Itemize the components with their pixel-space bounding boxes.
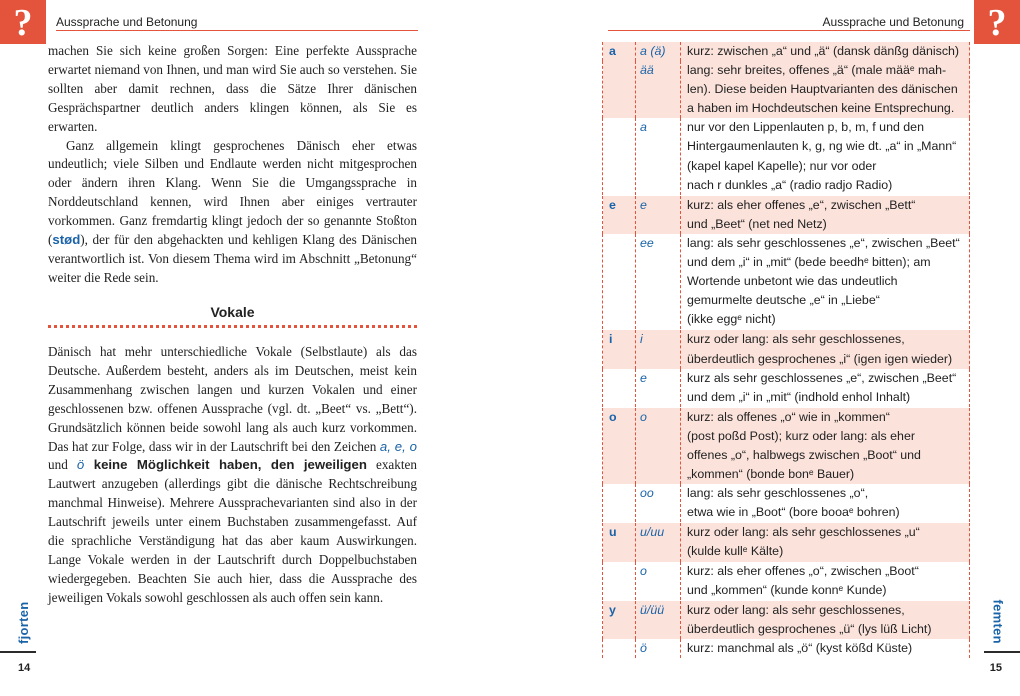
description-line: kurz oder lang: als sehr geschlossenes „u“ (687, 525, 920, 540)
paragraph-3-text-b: exakten Lautwert anzugeben (allerdings gibt die dänische Rechtschreibung manchmal Hinweise). Mehrere Aussprachevarianten sind also in der Lautschrift jeweils unter einem Buchstaben zusammengefasst. Auf die sprachliche Verständigung hat das aber kaum Auswirkungen. Lange Vokale werden in der Lautschrift durch Doppelbuchstaben wiedergegeben. Beachten Sie auch hier, dass die Aussprache des jeweiligen Vokals sowohl geschlossen als auch offen sein kann. (48, 457, 417, 605)
description-line: kurz: als eher offenes „o“, zwischen „Boot“ (687, 563, 919, 578)
description-line: kurz: manchmal als „ö“ (kyst kößd Küste) (687, 640, 913, 655)
vowel-row (603, 42, 970, 62)
paragraph-2-text-b: ), der für den abgehackten und kehligen Klang des Dänischen verantwortlich ist. Von diesem Thema wird im Abschnitt „Betonung“ weiter die Rede sein. (48, 232, 417, 285)
page-number: 14 (18, 662, 31, 674)
description-line: a haben im Hochdeutschen keine Entsprechung. (687, 101, 955, 116)
danish-term: stød (52, 232, 81, 248)
phonetic-symbols: a, e, o (379, 438, 417, 454)
description-line: und „kommen“ (kunde konnᵉ Kunde) (687, 582, 887, 597)
vowel-description (681, 639, 970, 658)
paragraph-2-text-a: Ganz allgemein klingt gesprochenes Dänisch eher etwas undeutlich; viele Silben und Endlaute werden nicht mitgesprochen oder ändern ihren Klang. Wenn Sie die Umgangssprache in Norddeutschland kennen, wird Ihnen aber einiges vertrauter vorkommen. Ganz fremdartig klingt jedoch der so genannte Stoßton ( (48, 137, 417, 248)
vowel-row (603, 600, 970, 639)
dotted-divider (48, 325, 417, 328)
description-line: kurz oder lang: als sehr geschlossenes, (687, 602, 905, 617)
description-line: kurz oder lang: als sehr geschlossenes, (687, 332, 905, 347)
vowel-description (681, 195, 970, 234)
header-rule (608, 30, 970, 31)
page-word-tab: femten (990, 599, 1006, 644)
phonetic-notation: a (636, 118, 681, 195)
page-number: 15 (989, 662, 1002, 674)
footer-rule (0, 651, 36, 653)
vowel-description (681, 369, 970, 408)
running-head: Aussprache und Betonung (56, 15, 198, 29)
vowel-text (48, 343, 417, 608)
vowel-description (681, 562, 970, 601)
phonetic-notation: oo (636, 484, 681, 523)
vowel-row (603, 562, 970, 601)
vowel-table (602, 41, 970, 658)
description-line: len). Diese beiden Hauptvarianten des dänischen (687, 82, 958, 97)
vowel-letter (603, 562, 636, 601)
paragraph-3-und: und (48, 457, 77, 473)
phonetic-notation: o (636, 562, 681, 601)
phonetic-notation: i (636, 330, 681, 369)
vowel-row (603, 330, 970, 369)
paragraph-1: machen Sie sich keine großen Sorgen: Eine perfekte Aussprache erwartet niemand von Ihnen, und man wird Sie auch so verstehen. Sie sollten aber damit rechnen, dass die Sätze Ihrer dänischen Gesprächspartner deutlich anders klingen können, als Sie es erwarten. (48, 43, 417, 134)
description-line: lang: sehr breites, offenes „ä“ (male määᵉ mah- (687, 63, 947, 78)
vowel-description (681, 61, 970, 118)
paragraph-3-bold: keine Möglichkeit haben, den jeweiligen (84, 457, 367, 473)
description-line: Hintergaumenlauten k, g, ng wie dt. „a“ in „Mann“ (687, 139, 957, 154)
vowel-row (603, 523, 970, 562)
phonetic-symbol-o: ö (76, 457, 85, 473)
description-line: etwa wie in „Boot“ (bore booaᵉ bohren) (687, 505, 900, 520)
intro-text (48, 42, 417, 288)
description-line: offenes „o“, halbwegs zwischen „Boot“ und (687, 447, 921, 462)
vowel-description (681, 523, 970, 562)
description-line: und „Beet“ (net ned Netz) (687, 216, 827, 231)
phonetic-notation: a (ä) (636, 42, 681, 62)
footer-rule (984, 651, 1020, 653)
paragraph-3-text-a: Dänisch hat mehr unterschiedliche Vokale (Selbstlaute) als das Deutsche. Außerdem besteht, anders als im Deutschen, meist kein Zusammenhang zwischen langen und kurzen Vokalen und einer geschlossenen bzw. offenen Aussprache (vgl. dt. „Beet“ vs. „Bett“). Grundsätzlich können beide sowohl lang als auch kurz vorkommen. Das hat zur Folge, dass wir in der Lautschrift bei den Zeichen (48, 344, 417, 454)
phonetic-notation: e (636, 369, 681, 408)
phonetic-notation: ü/üü (636, 600, 681, 639)
description-line: und dem „i“ in „mit“ (indhold enhol Inhalt) (687, 389, 911, 404)
vowel-letter (603, 118, 636, 195)
section-heading: Vokale (210, 304, 255, 320)
vowel-letter: y (603, 600, 636, 639)
paragraph-3 (48, 343, 417, 608)
vowel-row (603, 639, 970, 658)
paragraph-2 (48, 137, 417, 288)
description-line: kurz: als offenes „o“ wie in „kommen“ (687, 409, 890, 424)
description-line: (kapel kapel Kapelle); nur vor oder (687, 158, 877, 173)
description-line: nach r dunkles „a“ (radio radjo Radio) (687, 177, 893, 192)
phonetic-notation: u/uu (636, 523, 681, 562)
vowel-letter: e (603, 195, 636, 234)
description-line: und dem „i“ in „mit“ (bede beedhᵉ bitten); am (687, 255, 931, 270)
vowel-description (681, 600, 970, 639)
description-line: lang: als sehr geschlossenes „e“, zwischen „Beet“ (687, 235, 960, 250)
vowel-table-body (603, 42, 970, 659)
description-line: kurz: zwischen „a“ und „ä“ (dansk dänßg dänisch) (687, 44, 960, 58)
description-line: überdeutlich gesprochenes „ü“ (lys lüß Licht) (687, 621, 932, 636)
vowel-letter: a (603, 42, 636, 62)
vowel-letter (603, 639, 636, 658)
vowel-letter: u (603, 523, 636, 562)
vowel-row (603, 195, 970, 234)
vowel-description (681, 118, 970, 195)
right-page (510, 0, 1020, 696)
vowel-letter (603, 234, 636, 330)
description-line: Wortende unbetont wie das undeutlich (687, 274, 898, 289)
description-line: (post poßd Post); kurz oder lang: als eher (687, 428, 915, 443)
phonetic-notation: e (636, 195, 681, 234)
vowel-description (681, 234, 970, 330)
vowel-row (603, 484, 970, 523)
description-line: (ikke eggᵉ nicht) (687, 312, 776, 327)
question-mark-icon: ? (974, 0, 1020, 44)
vowel-description (681, 484, 970, 523)
page-word-tab: fjorten (16, 601, 31, 644)
phonetic-notation: ö (636, 639, 681, 658)
vowel-row (603, 369, 970, 408)
vowel-letter: o (603, 407, 636, 484)
description-line: kurz als sehr geschlossenes „e“, zwischen „Beet“ (687, 370, 957, 385)
vowel-letter (603, 61, 636, 118)
description-line: „kommen“ (bonde bonᵉ Bauer) (687, 467, 855, 482)
running-head: Aussprache und Betonung (822, 15, 964, 29)
vowel-row (603, 118, 970, 195)
description-line: lang: als sehr geschlossenes „o“, (687, 486, 869, 501)
question-mark-icon: ? (0, 0, 46, 44)
vowel-letter: i (603, 330, 636, 369)
vowel-letter (603, 369, 636, 408)
phonetic-notation: ee (636, 234, 681, 330)
description-line: kurz: als eher offenes „e“, zwischen „Bett“ (687, 197, 916, 212)
phonetic-notation: o (636, 407, 681, 484)
description-line: (kulde kullᵉ Kälte) (687, 544, 784, 559)
vowel-letter (603, 484, 636, 523)
vowel-row (603, 61, 970, 118)
description-line: gemurmelte deutsche „e“ in „Liebe“ (687, 293, 880, 308)
vowel-description (681, 407, 970, 484)
vowel-description (681, 42, 970, 62)
description-line: überdeutlich gesprochenes „i“ (igen igen wieder) (687, 351, 953, 366)
phonetic-notation: ää (636, 61, 681, 118)
header-rule (56, 30, 418, 31)
description-line: nur vor den Lippenlauten p, b, m, f und den (687, 120, 924, 135)
vowel-row (603, 234, 970, 330)
vowel-row (603, 407, 970, 484)
vowel-description (681, 330, 970, 369)
